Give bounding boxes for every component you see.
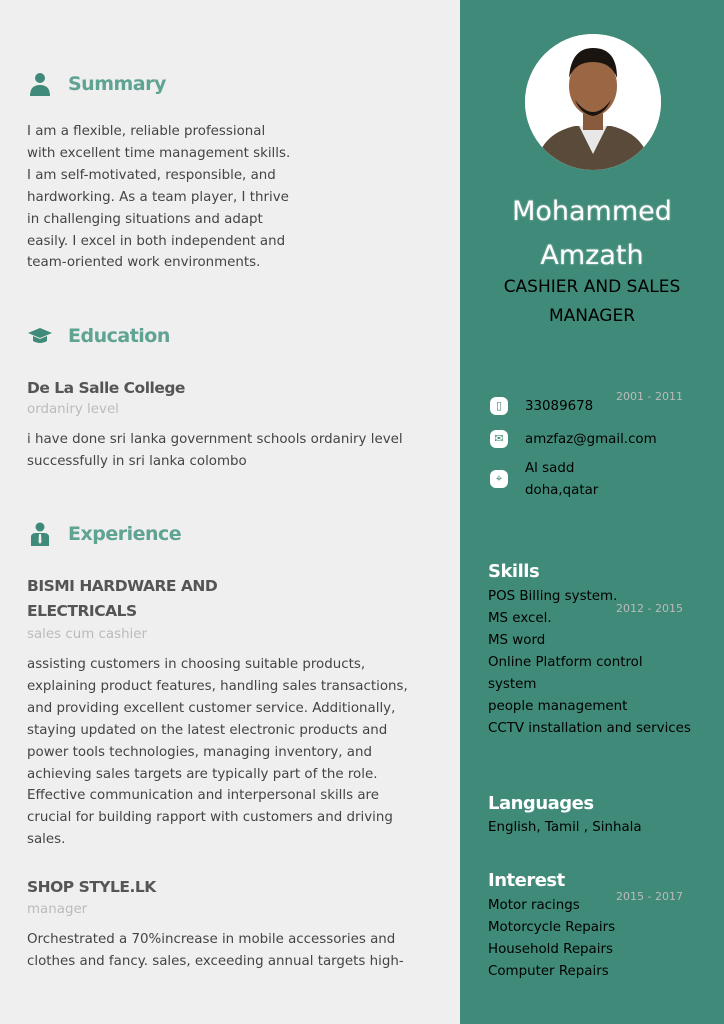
summary-line: I am self-motivated, responsible, and: [27, 167, 276, 183]
skill-item: MS excel.: [488, 611, 552, 626]
job-position: sales cum cashier: [27, 627, 148, 642]
job-description: [27, 929, 404, 973]
role-line: CASHIER AND SALES: [503, 277, 681, 297]
skill-item: Online Platform control: [488, 655, 643, 670]
job-line: clothes and fancy. sales, exceeding annual targets high-: [27, 953, 404, 969]
location-icon: ⌖: [490, 470, 508, 488]
email-icon: ✉: [490, 430, 508, 448]
interest-item: Motor racings: [488, 898, 580, 913]
job-dates: 2012 - 2015: [616, 602, 683, 615]
interest-item: Computer Repairs: [488, 964, 609, 979]
contact-address: [525, 458, 598, 502]
job-line: staying updated on the latest electronic products and: [27, 722, 388, 738]
summary-text: [27, 121, 290, 274]
summary-line: with excellent time management skills.: [27, 145, 291, 161]
job-description: [27, 654, 408, 851]
summary-title: Summary: [68, 73, 166, 95]
contact-email: amzfaz@gmail.com: [525, 432, 657, 447]
graduation-cap-icon: [28, 324, 52, 348]
languages-text: English, Tamil , Sinhala: [488, 820, 642, 835]
interest-list: [488, 895, 615, 983]
skill-item: CCTV installation and services: [488, 721, 691, 736]
job-company: [27, 574, 217, 624]
name-line: Mohammed: [512, 196, 672, 227]
job-company: SHOP STYLE.LK: [27, 878, 156, 896]
candidate-role: [460, 273, 724, 331]
candidate-name: [460, 190, 724, 278]
interest-title: Interest: [488, 870, 565, 891]
school-name: De La Salle College: [27, 379, 185, 397]
skill-item: system: [488, 677, 537, 692]
education-dates: 2001 - 2011: [616, 390, 683, 403]
education-line: i have done sri lanka government schools ordaniry level: [27, 432, 403, 447]
name-line: Amzath: [540, 240, 644, 271]
summary-line: in challenging situations and adapt: [27, 211, 263, 227]
job-position: manager: [27, 902, 88, 917]
interest-item: Motorcycle Repairs: [488, 920, 616, 935]
interest-item: Household Repairs: [488, 942, 613, 957]
job-line: Effective communication and interpersonal skills are: [27, 788, 380, 804]
experience-title: Experience: [68, 523, 182, 545]
education-line: successfully in sri lanka colombo: [27, 453, 247, 469]
skills-title: Skills: [488, 561, 540, 582]
employee-icon: [28, 522, 52, 546]
job-line: crucial for building rapport with customers and driving: [27, 810, 393, 826]
company-line: BISMI HARDWARE AND: [27, 577, 218, 595]
summary-header: [28, 72, 166, 96]
skills-list: [488, 586, 691, 740]
job-line: sales.: [27, 832, 66, 848]
summary-line: I am a flexible, reliable professional: [27, 124, 266, 139]
job-dates: 2015 - 2017: [616, 890, 683, 903]
education-title: Education: [68, 325, 170, 347]
education-header: [28, 324, 170, 348]
address-line: Al sadd: [525, 461, 575, 476]
person-photo-icon: [525, 34, 661, 170]
job-line: assisting customers in choosing suitable products,: [27, 657, 366, 672]
job-line: power tools technologies, managing inventory, and: [27, 744, 372, 760]
job-line: Orchestrated a 70%increase in mobile accessories and: [27, 932, 396, 947]
job-line: achieving sales targets are typically part of the role.: [27, 766, 378, 782]
summary-line: hardworking. As a team player, I thrive: [27, 189, 289, 205]
summary-line: team-oriented work environments.: [27, 255, 261, 271]
job-line: explaining product features, handling sales transactions,: [27, 678, 408, 694]
person-icon: [28, 72, 52, 96]
languages-title: Languages: [488, 793, 594, 814]
summary-line: easily. I excel in both independent and: [27, 233, 286, 249]
job-line: and providing excellent customer service. Additionally,: [27, 700, 396, 716]
skill-item: MS word: [488, 633, 546, 648]
role-line: MANAGER: [548, 306, 636, 326]
profile-photo: [525, 34, 661, 170]
company-line: ELECTRICALS: [27, 602, 137, 620]
address-line: doha,qatar: [525, 483, 599, 498]
experience-header: [28, 522, 181, 546]
phone-icon: ▯: [490, 397, 508, 415]
skill-item: POS Billing system.: [488, 589, 618, 604]
skill-item: people management: [488, 699, 628, 714]
education-description: [27, 429, 403, 473]
education-level: ordaniry level: [27, 402, 119, 417]
contact-phone: 33089678: [525, 399, 594, 414]
